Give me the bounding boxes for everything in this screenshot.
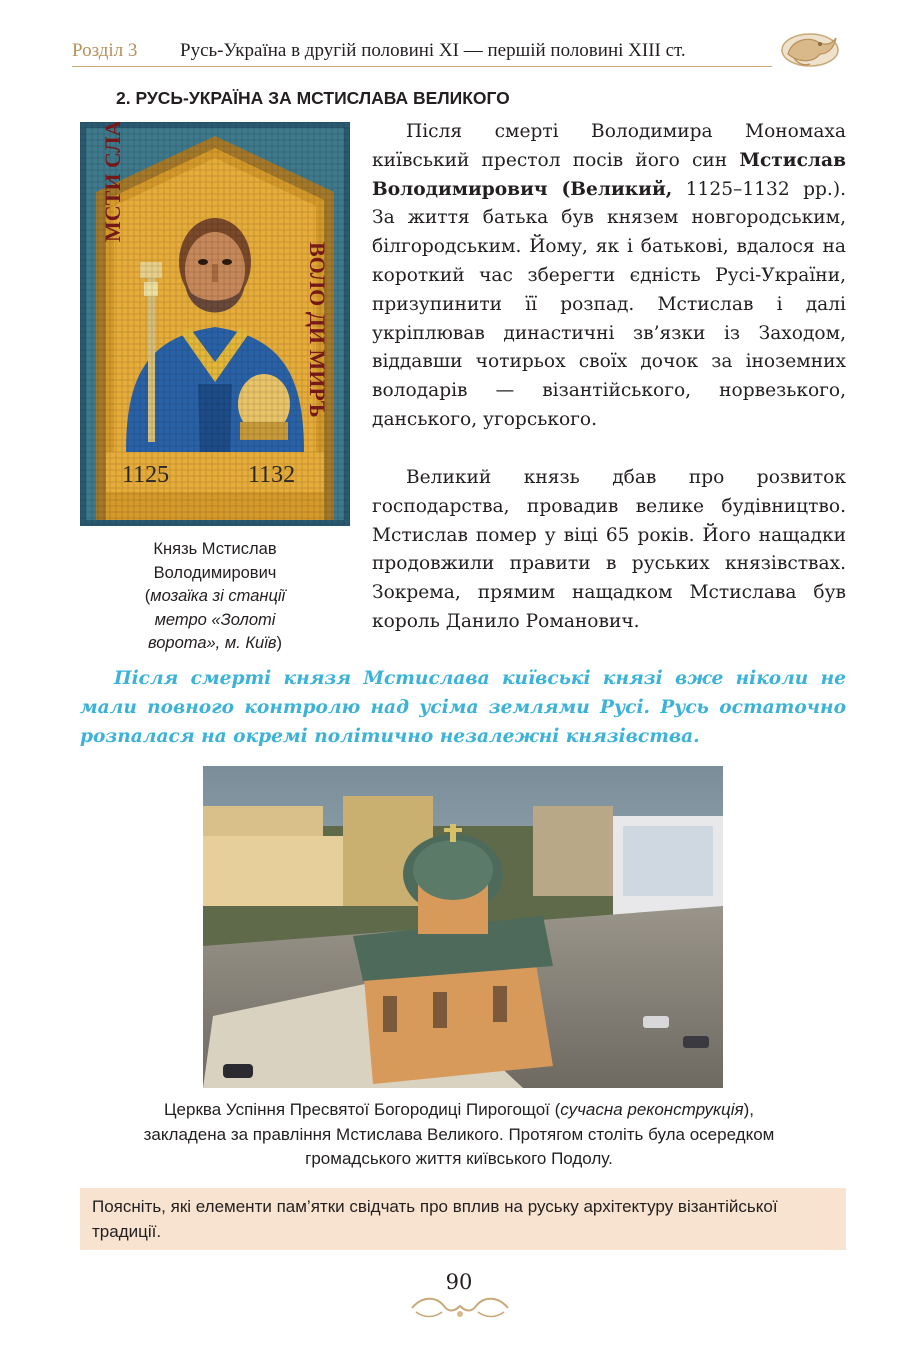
mosaic-caption-line: Князь Мстислав [153,540,277,558]
running-title: Русь-Україна в другій половині ХІ — першій половині ХІІІ ст. [180,40,686,61]
mosaic-caption [80,538,350,656]
lion-ornament-icon [774,28,844,72]
mosaic-caption-line [80,585,350,609]
caption-close-paren: ) [276,634,283,652]
body-paragraph-1 [372,118,846,435]
mosaic-caption-italic: метро «Золоті [154,610,276,629]
photo-caption-text: ), [743,1100,754,1119]
photo-caption [60,1098,858,1172]
mosaic-image [80,122,350,526]
task-box: Поясніть, які елементи пам’ятки свідчать про вплив на руську архітектуру візантійської традиції. [80,1188,846,1250]
caption-open-paren: ( [144,587,151,605]
section-heading: 2. РУСЬ-УКРАЇНА ЗА МСТИСЛАВА ВЕЛИКОГО [116,88,510,108]
photo-caption-italic: сучасна реконструкція [560,1100,744,1119]
mosaic-caption-line [80,632,350,656]
section-label: Розділ 3 [72,40,138,61]
page-header [72,36,772,70]
header-rule [72,66,772,67]
highlight-conclusion: Після смерті князя Мстислава київські князі вже ніколи не мали повного контролю над усіма землями Русі. Русь остаточно розпалася на окремі політично незалежні князівства. [80,668,846,747]
photo-caption-line: закладена за правління Мстислава Великого. Протягом століть була осередком [143,1124,775,1144]
body-paragraph-2: Великий князь дбав про розвиток господарства, провадив велике будівництво. Мстислав помер у віці 65 років. Його нащадки продовжили правити в руських князівствах. Зокрема, прямим нащадком Мстислава був король Данило Романович. [372,467,846,632]
mosaic-caption-italic: мозаїка зі станції [150,587,286,605]
mosaic-caption-italic: ворота», м. Київ [147,634,277,652]
paragraph-bold-name: Мстислав Володимирович (Великий, [372,149,846,200]
mosaic-caption-line: Володимирович [153,563,277,582]
photo-caption-text: Церква Успіння Пресвятої Богородиці Пирогощої ( [163,1100,561,1119]
paragraph-text: Після смерті Володимира Мономаха київський престол посів його син [372,121,846,171]
photo-caption-line: громадського життя київського Подолу. [305,1149,613,1168]
paragraph-text: 1125–1132 рр.). За життя батька був князем новгородським, білгородським. Йому, як і батькові, вдалося на короткий час зберегти єдність Русі-України, призупинити її розпад. Мстислав і далі укріплював династичні зв’язки із Заходом, віддавши чотирьох своїх дочок за іноземних володарів — візантійського, норвезького, данського, угорського. [372,178,847,430]
photo-caption-line [60,1098,858,1123]
scroll-ornament-icon [408,1288,512,1324]
page-number: 90 [445,1270,473,1294]
church-photo [203,766,723,1088]
